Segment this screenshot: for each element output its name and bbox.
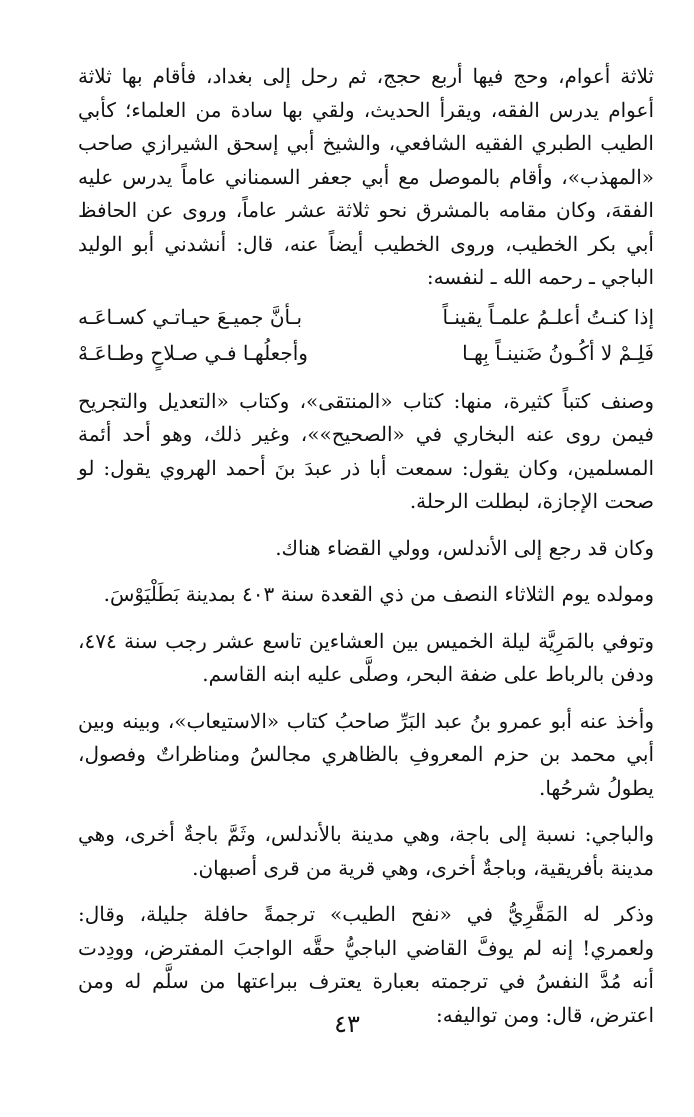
poem-verse-2 <box>78 335 654 371</box>
paragraph-birth: ومولده يوم الثلاثاء النصف من ذي القعدة سنة ٤٠٣ بمدينة بَطَلْيَوْسَ. <box>103 582 654 606</box>
paragraph-biography-intro: ثلاثة أعوام، وحج فيها أربع حجج، ثم رحل إلى بغداد، فأقام بها ثلاثة أعوام يدرس الفقه، ويقرأ الحديث، ولقي بها سادة من العلماء؛ كأبي الطيب الطبري الفقيه الشافعي، والشيخ أبي إسحق الشيرازي صاحب «المهذب»، وأقام بالموصل مع أبي جعفر السمناني عاماً يدرس عليه الفقهَ، وكان مقامه بالمشرق نحو ثلاثة عشر عاماً، وروى عن الحافظ أبي بكر الخطيب، وروى الخطيب أيضاً عنه، قال: أنشدني أبو الوليد الباجي ـ رحمه الله ـ لنفسه: <box>78 64 654 289</box>
poem-verse-1 <box>78 299 654 335</box>
paragraph-nisba: والباجي: نسبة إلى باجة، وهي مدينة بالأندلس، وثَمَّ باجةٌ أخرى، وهي مدينة بأفريقية، وباجةٌ أخرى، وهي قرية من قرى أصبهان. <box>78 822 654 880</box>
page-number: ٤٣ <box>334 1010 360 1038</box>
paragraph-works: وصنف كتباً كثيرة، منها: كتاب «المنتقى»، وكتاب «التعديل والتجريح فيمن روى عنه البخاري في «الصحيح»»، وغير ذلك، وهو أحد أئمة المسلمين، وكان يقول: سمعت أبا ذر عبدَ بنَ أحمد الهروي يقول: لو صحت الإجازة، لبطلت الرحلة. <box>78 388 654 513</box>
poem <box>78 299 654 371</box>
paragraph-students: وأخذ عنه أبو عمرو بنُ عبد البَرِّ صاحبُ كتاب «الاستيعاب»، وبينه وبين أبي محمد بن حزم المعروفِ بالظاهري مجالسُ ومناظراتٌ وفصول، يطولُ شرحُها. <box>78 708 654 800</box>
paragraph-death: وتوفي بالمَرِيَّة ليلة الخميس بين العشاءين تاسع عشر رجب سنة ٤٧٤، ودفن بالرباط على ضفة البحر، وصلَّى عليه ابنه القاسم. <box>78 628 654 686</box>
verse-1-second-hemistich: بـأنَّ جميـعَ حيـاتـي كسـاعَـه <box>78 304 303 329</box>
verse-2-first-hemistich: فَلِـمْ لا أكُـونُ ضَنينـاً بِهـا <box>462 340 654 365</box>
page-body <box>78 60 654 1045</box>
verse-2-second-hemistich: وأجعلُهـا فـي صـلاحٍ وطـاعَـهْ <box>78 340 308 365</box>
paragraph-return: وكان قد رجع إلى الأندلس، وولي القضاء هناك. <box>275 535 654 560</box>
verse-1-first-hemistich: إذا كنـتُ أعلـمُ علمـاً يقينـاً <box>442 304 654 329</box>
paragraph-maqqari: وذكر له المَقَّرِيُّ في «نفح الطيب» ترجمةً حافلة جليلة، وقال: ولعمري! إنه لم يوفَّ القاضي الباجيُّ حقَّه الواجبَ المفترض، وودِدت أنه مُدَّ النفسُ في ترجمته بعبارة يعترف ببراعتها من سلَّم له ومن اعترض، قال: ومن تواليفه: <box>78 902 654 1027</box>
